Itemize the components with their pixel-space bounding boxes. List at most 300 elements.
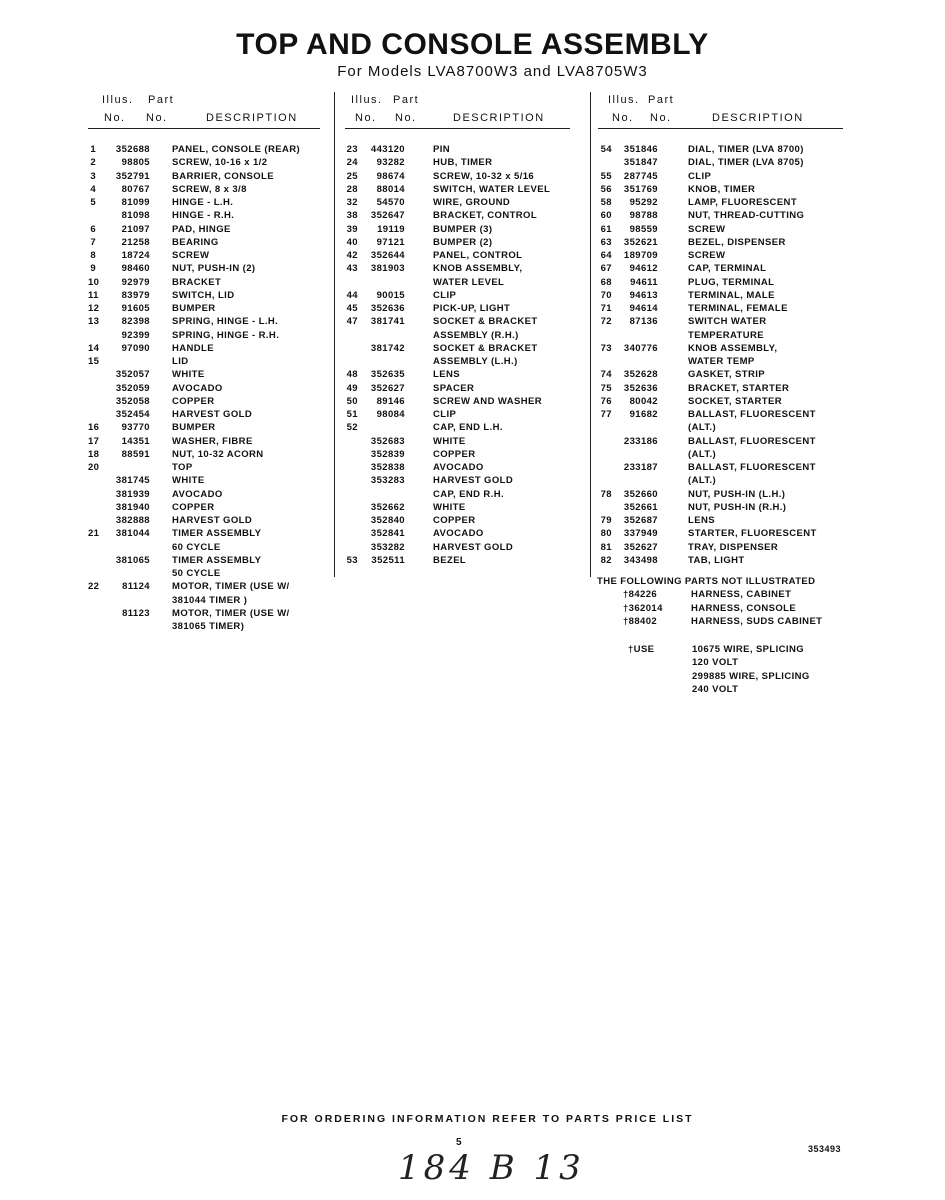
illus-number: 60 [600,210,612,222]
part-description: BALLAST, FLUORESCENT [688,462,816,473]
part-number: 353282 [370,541,405,553]
part-number: 352683 [370,435,405,447]
illus-number: 49 [346,382,358,394]
part-description: AVOCADO [172,488,223,500]
part-description: COPPER [433,448,476,460]
illus-number: 4 [90,183,96,195]
part-description: SOCKET & BRACKET [433,316,538,328]
part-number: 80767 [121,183,150,195]
part-number: 343498 [623,554,658,566]
part-number: 352841 [370,528,405,540]
table-row [88,515,320,528]
part-description: ASSEMBLY (L.H.) [433,356,518,367]
table-row [88,369,320,382]
part-description: TAB, LIGHT [688,554,745,566]
illus-number: 64 [600,250,612,261]
part-number: 352687 [623,515,658,526]
part-number: 93282 [376,157,405,169]
illus-number: 9 [90,263,96,275]
part-number: 351769 [623,183,658,195]
illus-number: 40 [346,236,358,248]
part-number: 352660 [623,488,658,500]
page-subtitle: For Models LVA8700W3 and LVA8705W3 [337,63,648,80]
illus-number: 25 [346,170,358,182]
table-row [345,356,570,369]
part-description: PANEL, CONTROL [433,250,523,261]
illus-number: 78 [600,488,612,500]
part-number: 98674 [376,170,405,182]
part-description: GASKET, STRIP [688,369,765,381]
part-number: 352661 [623,501,658,513]
table-row [598,462,843,475]
table-row [598,356,843,369]
table-row [598,475,843,488]
table-row [598,277,843,290]
part-description: HINGE - R.H. [172,210,235,222]
table-row [598,290,843,303]
part-description: CAP, END R.H. [433,488,505,500]
illus-number: 54 [600,144,612,155]
header-illus: Illus. [102,94,134,106]
not-illustrated-section [597,576,823,627]
part-number: 340776 [623,342,658,354]
part-description: SCREW [688,250,726,261]
table-row [345,449,570,462]
header-part: Part [148,94,175,106]
part-number: 233187 [623,462,658,473]
ordering-footer: FOR ORDERING INFORMATION REFER TO PARTS PRICE LIST [281,1113,694,1125]
table-row [88,489,320,502]
table-row [598,330,843,343]
table-row [88,184,320,197]
illus-number: 28 [346,183,358,195]
part-description: NUT, PUSH-IN (L.H.) [688,488,786,500]
part-number: 352621 [623,236,658,248]
part-number: 337949 [623,528,658,540]
illus-number: 43 [346,263,358,275]
table-row [345,462,570,475]
table-row [345,489,570,502]
part-description: WATER TEMP [688,356,755,367]
table-row [598,184,843,197]
part-description: SCREW [172,250,210,261]
illus-number: 81 [600,541,612,553]
part-description: BRACKET [172,276,222,288]
part-description: COPPER [172,395,215,407]
part-description: BARRIER, CONSOLE [172,170,274,182]
illus-number: 24 [346,157,358,169]
part-number: 94614 [629,303,658,314]
table-row [345,277,570,290]
page-title: TOP AND CONSOLE ASSEMBLY [236,28,709,61]
use-line: 299885 WIRE, SPLICING [692,670,810,682]
part-number: †88402 [623,615,658,627]
table-row [88,290,320,303]
part-description: STARTER, FLUORESCENT [688,528,817,540]
illus-number: 63 [600,236,612,248]
part-description: NUT, PUSH-IN (2) [172,263,256,275]
header-rule [88,128,320,129]
part-description: SPRING, HINGE - R.H. [172,329,280,341]
part-number: 91682 [629,409,658,420]
table-row [598,316,843,329]
part-number: 381939 [115,488,150,500]
table-row [345,224,570,237]
illus-number: 77 [600,409,612,420]
part-description: SOCKET, STARTER [688,395,782,407]
part-description: COPPER [172,501,215,513]
part-number: 287745 [623,170,658,182]
part-number: 92979 [121,276,150,288]
part-number: 87136 [629,316,658,328]
part-description: PAD, HINGE [172,223,231,235]
table-row [598,436,843,449]
illus-number: 8 [90,250,96,261]
header-rule [598,128,843,129]
illus-number: 71 [600,303,612,314]
table-row [88,475,320,488]
illus-number: 61 [600,223,612,235]
part-number: 381745 [115,475,150,487]
part-description: BALLAST, FLUORESCENT [688,435,816,447]
use-line: 120 VOLT [692,657,739,669]
part-description: SOCKET & BRACKET [433,342,538,354]
table-row [598,449,843,462]
header-no: No. [650,112,672,124]
part-description: WATER LEVEL [433,276,505,288]
part-description: KNOB ASSEMBLY, [433,263,523,275]
table-row [345,303,570,316]
part-number: 54570 [376,197,405,208]
part-number: 98805 [121,157,150,169]
illus-number: 13 [88,316,100,328]
table-row [345,396,570,409]
table-row [88,396,320,409]
header-part: Part [648,94,675,106]
part-number: 81098 [121,210,150,222]
illus-number: 70 [600,289,612,301]
table-row [88,568,320,581]
table-row [598,542,843,555]
list-item [597,603,815,616]
part-description: HARVEST GOLD [433,475,514,487]
part-number: 352058 [115,395,150,407]
table-row [345,369,570,382]
part-number: †84226 [623,589,658,601]
part-description: BEZEL, DISPENSER [688,236,786,248]
table-row [598,250,843,263]
table-row [345,422,570,435]
illus-number: 16 [88,422,100,434]
part-description: SPACER [433,382,475,394]
header-no: No. [355,112,377,124]
part-description: WIRE, GROUND [433,197,511,208]
table-row [345,171,570,184]
table-row [88,197,320,210]
table-row [345,263,570,276]
part-number: 381903 [370,263,405,275]
part-description: (ALT.) [688,422,717,434]
part-number: 98788 [629,210,658,222]
illus-number: 75 [600,382,612,394]
table-row [598,409,843,422]
part-number: 381044 [115,528,150,540]
illus-number: 22 [88,581,100,593]
use-lines [692,644,810,695]
table-row [88,608,320,621]
part-number: 81123 [122,607,150,619]
table-row [88,157,320,170]
illus-number: 38 [346,210,358,222]
table-row [598,555,843,568]
table-row [598,157,843,170]
part-number: 92399 [121,329,150,341]
table-row [598,502,843,515]
illus-number: 15 [88,356,100,367]
header-illus: Illus. [608,94,640,106]
part-description: NUT, PUSH-IN (R.H.) [688,501,787,513]
table-row [345,475,570,488]
part-description: CAP, TERMINAL [688,263,767,275]
illus-number: 80 [600,528,612,540]
header-description: DESCRIPTION [206,112,298,124]
part-description: WHITE [433,435,466,447]
part-description: PLUG, TERMINAL [688,276,775,288]
illus-number: 1 [90,144,96,155]
part-description: BRACKET, CONTROL [433,210,538,222]
part-number: 98084 [376,409,405,420]
header-illus: Illus. [351,94,383,106]
parts-list [345,144,570,568]
illus-number: 44 [346,289,358,301]
part-description: HINGE - L.H. [172,197,234,208]
part-description: BALLAST, FLUORESCENT [688,409,816,420]
part-description: DIAL, TIMER (LVA 8705) [688,157,804,169]
table-row [345,502,570,515]
part-description: TIMER ASSEMBLY [172,554,262,566]
table-row [598,383,843,396]
table-row [598,171,843,184]
part-number: 189709 [623,250,658,261]
part-description: PICK-UP, LIGHT [433,303,511,314]
table-row [598,224,843,237]
part-number: 352636 [370,303,405,314]
part-number: 352628 [623,369,658,381]
part-description: NUT, 10-32 ACORN [172,448,264,460]
part-number: 381741 [370,316,405,328]
parts-column-3 [598,92,843,566]
table-row [598,263,843,276]
part-description: LENS [688,515,715,526]
table-row [88,528,320,541]
part-description: TERMINAL, FEMALE [688,303,788,314]
table-row [88,303,320,316]
part-description: WASHER, FIBRE [172,435,253,447]
table-row [88,383,320,396]
part-number: 98559 [629,223,658,235]
not-illustrated-heading: THE FOLLOWING PARTS NOT ILLUSTRATED [597,576,816,587]
table-row [88,356,320,369]
part-description: MOTOR, TIMER (USE W/ [172,581,290,593]
column-header [345,92,570,126]
table-row [88,210,320,223]
part-number: 352627 [370,382,405,394]
part-description: KNOB ASSEMBLY, [688,342,778,354]
not-illustrated-list [597,589,823,627]
part-description: 50 CYCLE [172,568,221,579]
header-part: Part [393,94,420,106]
part-number: 352838 [370,462,405,473]
illus-number: 7 [90,236,96,248]
part-number: 81099 [121,197,150,208]
illus-number: 3 [90,170,96,182]
table-row [88,316,320,329]
table-row [598,343,843,356]
part-description: HARVEST GOLD [433,541,514,553]
header-no: No. [395,112,417,124]
part-description: TIMER ASSEMBLY [172,528,262,540]
part-number: 352644 [370,250,405,261]
illus-number: 10 [88,276,100,288]
part-description: MOTOR, TIMER (USE W/ [172,607,290,619]
illus-number: 17 [88,435,100,447]
table-row [88,277,320,290]
part-number: 352627 [623,541,658,553]
part-number: 352454 [115,409,150,420]
part-description: (ALT.) [688,448,717,460]
table-row [88,595,320,608]
table-row [345,290,570,303]
part-description: HARVEST GOLD [172,409,253,420]
part-number: 88014 [376,183,405,195]
table-row [345,157,570,170]
table-row [88,436,320,449]
part-description: HUB, TIMER [433,157,493,169]
part-description: BUMPER [172,422,216,434]
part-description: BUMPER (2) [433,236,493,248]
part-description: 381044 TIMER ) [172,594,248,606]
table-row [598,210,843,223]
page-number: 5 [456,1137,462,1148]
illus-number: 76 [600,395,612,407]
illus-number: 55 [600,170,612,182]
illus-number: 48 [346,369,358,381]
illus-number: 67 [600,263,612,275]
part-description: SPRING, HINGE - L.H. [172,316,279,328]
part-number: 352647 [370,210,405,222]
table-row [88,502,320,515]
part-number: 90015 [376,289,405,301]
part-number: 95292 [629,197,658,208]
part-description: AVOCADO [172,382,223,394]
part-number: 88591 [121,448,150,460]
part-description: SCREW, 8 x 3/8 [172,183,247,195]
part-description: COPPER [433,515,476,526]
table-row [598,515,843,528]
table-row [88,144,320,157]
table-row [345,383,570,396]
column-divider [334,92,335,577]
illus-number: 12 [88,303,100,314]
header-description: DESCRIPTION [712,112,804,124]
part-description: 60 CYCLE [172,541,221,553]
table-row [88,449,320,462]
part-description: HARVEST GOLD [172,515,253,526]
illus-number: 47 [346,316,358,328]
table-row [598,422,843,435]
part-number: 381940 [115,501,150,513]
part-description: TRAY, DISPENSER [688,541,779,553]
header-no: No. [104,112,126,124]
table-row [88,263,320,276]
part-description: HARNESS, CABINET [691,589,792,601]
column-header [88,92,320,126]
handwritten-note: 184 B 13 [398,1148,585,1188]
part-number: †362014 [623,602,663,614]
part-number: 94611 [630,276,658,288]
part-description: BRACKET, STARTER [688,382,790,394]
part-description: SWITCH, LID [172,289,235,301]
part-number: 352688 [115,144,150,155]
table-row [345,555,570,568]
illus-number: 79 [600,515,612,526]
illus-number: 72 [600,316,612,328]
parts-column-2 [345,92,570,566]
column-header [598,92,843,126]
part-description: SWITCH, WATER LEVEL [433,183,551,195]
table-row [88,171,320,184]
table-row [598,528,843,541]
illus-number: 42 [346,250,358,261]
table-row [88,542,320,555]
part-number: 14351 [121,435,150,447]
part-description: SWITCH WATER [688,316,767,328]
list-item [597,589,815,602]
part-description: LID [172,356,189,367]
part-description: WHITE [172,369,205,381]
list-item [597,615,823,629]
table-row [345,343,570,356]
part-number: 352059 [115,382,150,394]
part-number: 381065 [115,554,150,566]
illus-number: 53 [346,554,358,566]
illus-number: 82 [600,554,612,566]
header-description: DESCRIPTION [453,112,545,124]
part-description: TOP [172,462,193,473]
parts-list [88,144,320,634]
table-row [345,144,570,157]
header-rule [345,128,570,129]
table-row [88,330,320,343]
part-description: HARNESS, SUDS CABINET [691,615,823,627]
table-row [345,316,570,329]
illus-number: 6 [90,223,96,235]
table-row [88,224,320,237]
part-description: BUMPER [172,303,216,314]
header-no: No. [612,112,634,124]
part-description: BEZEL [433,554,467,566]
illus-number: 56 [600,183,612,195]
table-row [598,489,843,502]
part-description: (ALT.) [688,475,717,487]
table-row [345,250,570,263]
parts-column-1 [88,92,320,632]
illus-number: 52 [346,422,358,434]
table-row [345,330,570,343]
illus-number: 68 [600,276,612,288]
table-row [88,462,320,475]
part-description: KNOB, TIMER [688,183,756,195]
